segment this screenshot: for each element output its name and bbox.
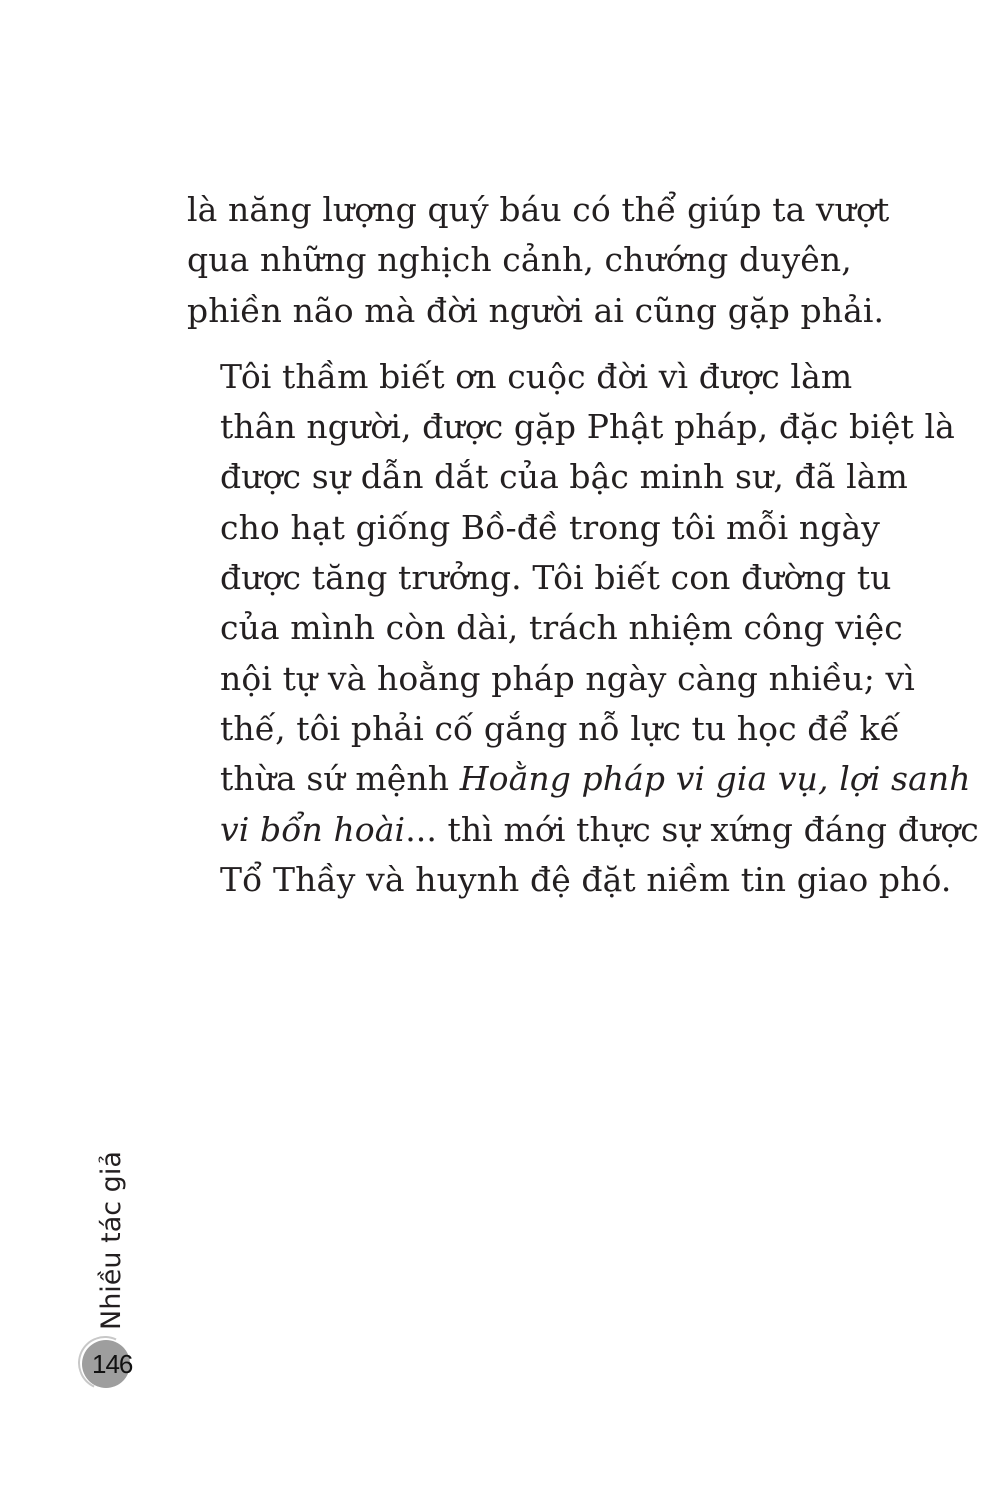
text-line: Tổ Thầy và huynh đệ đặt niềm tin giao phó. [220,859,952,899]
text-line: cho hạt giống Bồ-đề trong tôi mỗi ngày [220,507,880,547]
running-title: Nhiều tác giả [96,1151,127,1330]
text-line: phiền não mà đời người ai cũng gặp phải. [187,290,885,330]
running-head [86,1150,136,1330]
text-line: được tăng trưởng. Tôi biết con đường tu [220,558,892,598]
text-line: nội tự và hoằng pháp ngày càng nhiều; vì [220,658,915,698]
text-line [187,754,971,804]
paragraph-2 [187,352,979,905]
text-line: qua những nghịch cảnh, chướng duyên, [187,240,852,280]
text-line: là năng lượng quý báu có thể giúp ta vượt [187,190,890,229]
page-number-badge [82,1340,134,1392]
text-run: ... thì mới thực sự xứng đáng được [405,809,979,849]
italic-quote: vi bổn hoài [220,809,406,849]
text-run: thừa sứ mệnh [220,759,460,799]
text-line [187,805,979,855]
body-text [187,185,979,905]
text-line: được sự dẫn dắt của bậc minh sư, đã làm [220,457,908,497]
page-number: 146 [92,1349,133,1379]
text-line: thân người, được gặp Phật pháp, đặc biệt là [220,407,955,447]
italic-quote: Hoằng pháp vi gia vụ, lợi sanh [459,759,971,799]
text-line: thế, tôi phải cố gắng nỗ lực tu học để kế [220,708,901,748]
text-line: Tôi thầm biết ơn cuộc đời vì được làm [220,356,853,396]
text-line: của mình còn dài, trách nhiệm công việc [220,608,903,648]
paragraph-1 [187,185,890,336]
